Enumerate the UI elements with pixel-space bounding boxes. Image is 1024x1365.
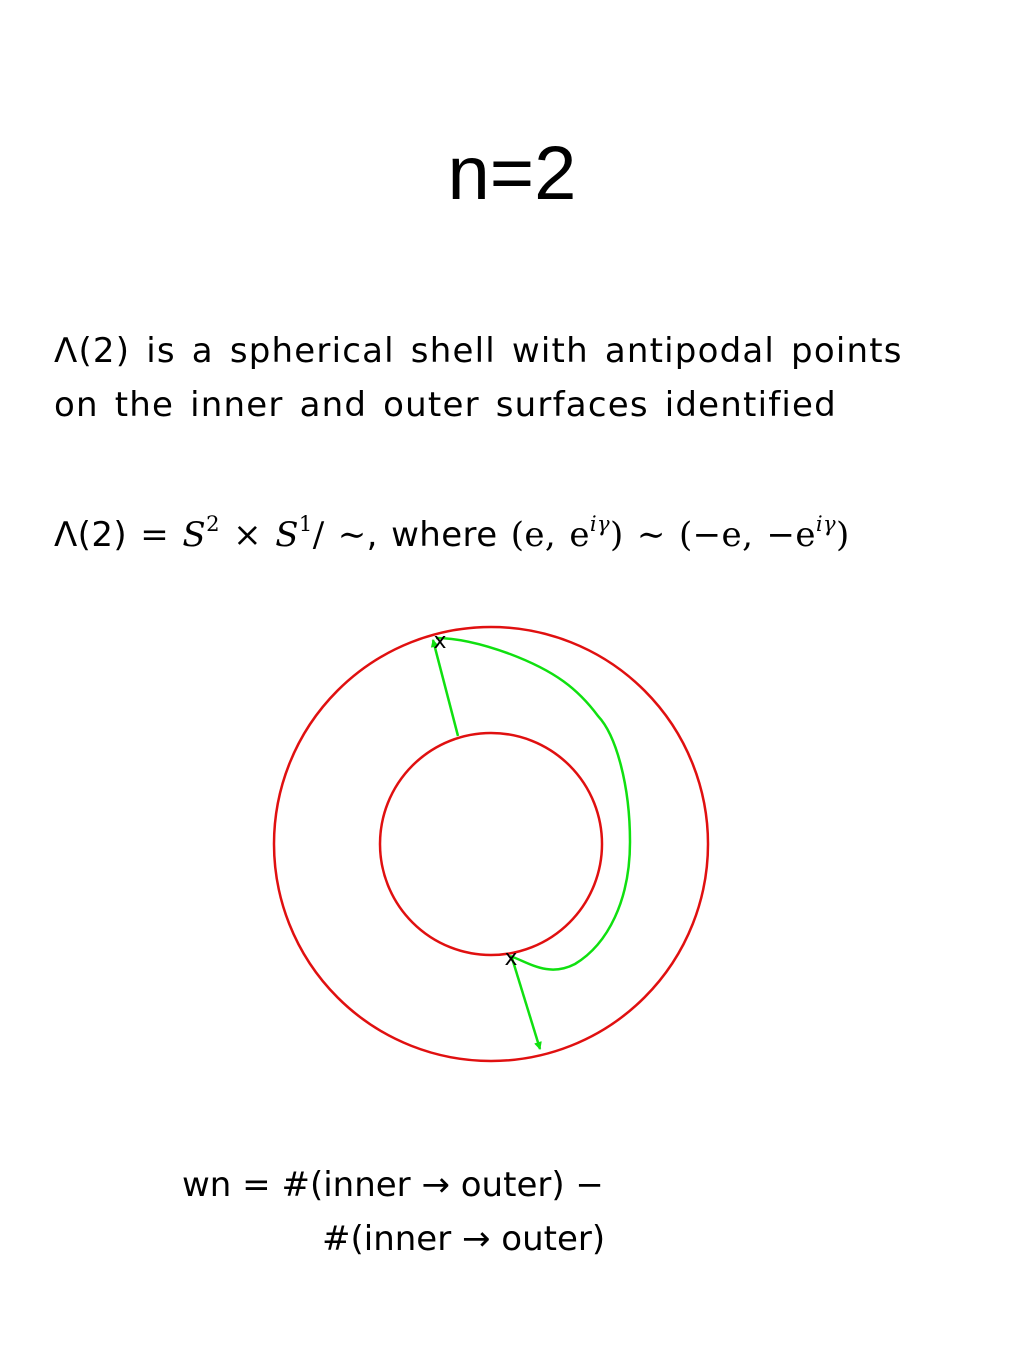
quotient-symbol: / ∼ — [312, 515, 367, 555]
sphere-exponent: 2 — [206, 510, 220, 536]
relation-right: (−e, −e — [679, 515, 816, 555]
description-line-1: Λ(2) is a spherical shell with antipodal points — [54, 331, 903, 371]
winding-number-formula-line-1: wn = #(inner → outer) − — [182, 1165, 604, 1205]
relation-right-exponent: iγ — [815, 510, 837, 536]
slide-title: n=2 — [447, 131, 577, 216]
winding-number-formula-line-2: #(inner → outer) — [322, 1219, 606, 1259]
inner-surface-circle — [380, 733, 602, 955]
circle-exponent: 1 — [298, 510, 313, 536]
outer-surface-circle — [274, 627, 708, 1061]
outer-identified-point-marker: x — [433, 629, 447, 654]
definition-equation — [54, 508, 984, 562]
where-label: , where — [366, 515, 498, 555]
definition-equals: = — [140, 515, 170, 555]
relation-left: (e, e — [510, 515, 590, 555]
relation-left-close: ) — [610, 515, 624, 555]
inner-identified-point-marker: x — [504, 946, 518, 971]
curved-connecting-path — [436, 638, 630, 970]
sim-symbol: ∼ — [636, 515, 666, 555]
definition-lhs: Λ(2) — [54, 515, 128, 555]
lower-arrow-path — [512, 958, 540, 1049]
relation-right-close: ) — [836, 515, 850, 555]
sphere-symbol: S — [182, 515, 207, 555]
times-symbol: × — [233, 515, 262, 555]
relation-left-exponent: iγ — [589, 510, 610, 536]
description-line-2: on the inner and outer surfaces identified — [54, 385, 837, 425]
description-text — [54, 324, 984, 432]
upper-arrow-path — [433, 640, 458, 736]
circle-symbol: S — [275, 515, 299, 555]
